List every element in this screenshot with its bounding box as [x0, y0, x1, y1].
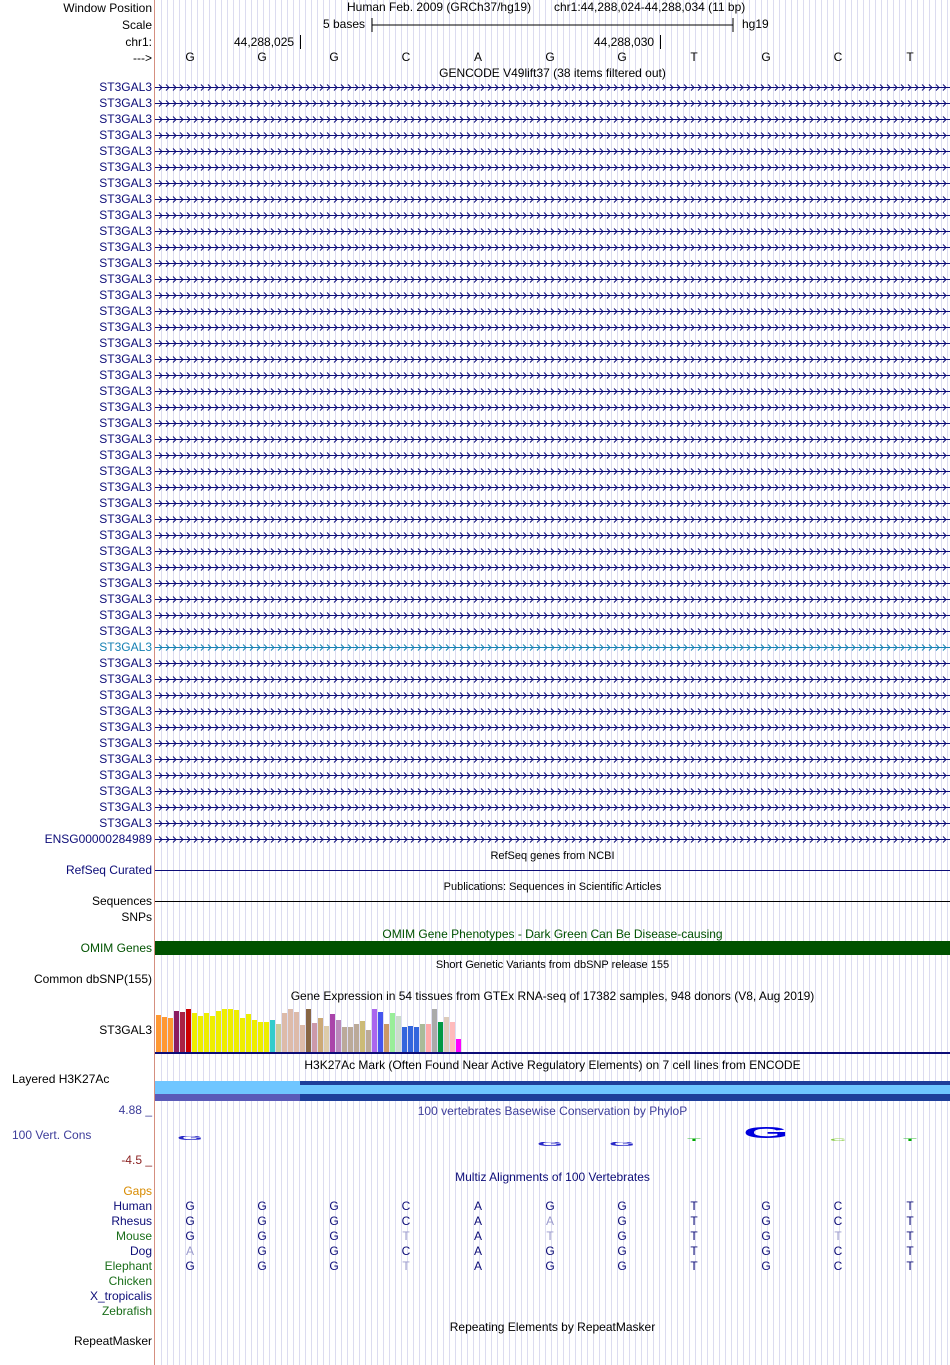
reference-base: C — [401, 50, 411, 64]
gene-label[interactable]: ST3GAL3 — [99, 400, 152, 414]
gtex-tissue-bar[interactable] — [204, 1013, 209, 1052]
transcript-track[interactable] — [155, 675, 950, 684]
gene-label[interactable]: ST3GAL3 — [99, 480, 152, 494]
gene-label[interactable]: ST3GAL3 — [99, 352, 152, 366]
gtex-tissue-bar[interactable] — [180, 1012, 185, 1052]
gtex-tissue-bar[interactable] — [372, 1009, 377, 1052]
aligned-base: A — [473, 1244, 482, 1258]
aligned-base: T — [906, 1229, 914, 1243]
gtex-tissue-bar[interactable] — [306, 1009, 311, 1052]
aligned-base: A — [473, 1259, 482, 1273]
gtex-tissue-bar[interactable] — [456, 1039, 461, 1052]
aligned-base: G — [329, 1214, 339, 1228]
aligned-base: G — [185, 1199, 195, 1213]
aligned-base: G — [617, 1214, 627, 1228]
gene-label[interactable]: ST3GAL3 — [99, 208, 152, 222]
reference-base: G — [257, 50, 267, 64]
aligned-base: A — [545, 1214, 554, 1228]
gtex-tissue-bar[interactable] — [240, 1018, 245, 1052]
transcript-track[interactable] — [155, 147, 950, 156]
gtex-tissue-bar[interactable] — [342, 1027, 347, 1052]
transcript-track[interactable] — [155, 99, 950, 108]
gtex-tissue-bar[interactable] — [288, 1009, 293, 1052]
gtex-tissue-bar[interactable] — [168, 1018, 173, 1052]
aligned-base: T — [546, 1229, 554, 1243]
transcript-track[interactable] — [155, 435, 950, 444]
gene-label[interactable]: ST3GAL3 — [99, 272, 152, 286]
gene-label[interactable]: ST3GAL3 — [99, 176, 152, 190]
snps-label[interactable]: SNPs — [121, 910, 152, 924]
chrom-label: chr1: — [125, 35, 152, 49]
transcript-track[interactable] — [155, 291, 950, 300]
phylop-base-glyph: G — [177, 1136, 203, 1142]
gene-label[interactable]: ST3GAL3 — [99, 816, 152, 830]
aligned-base: G — [761, 1214, 771, 1228]
gene-label[interactable]: ST3GAL3 — [99, 672, 152, 686]
transcript-track[interactable] — [155, 339, 950, 348]
aligned-base: C — [833, 1259, 843, 1273]
transcript-track[interactable] — [155, 835, 950, 844]
gtex-tissue-bar[interactable] — [396, 1016, 401, 1052]
transcript-track[interactable] — [155, 195, 950, 204]
phylop-base-glyph: G — [743, 1125, 789, 1142]
h3k27ac-title: H3K27Ac Mark (Often Found Near Active Regulatory Elements) on 7 cell lines from ENCODE — [304, 1058, 801, 1072]
transcript-track[interactable] — [155, 595, 950, 604]
transcript-track[interactable] — [155, 707, 950, 716]
phylop-base-glyph: G — [609, 1142, 635, 1148]
db-name: hg19 — [742, 17, 769, 31]
gtex-tissue-bar[interactable] — [378, 1012, 383, 1052]
gtex-tissue-bar[interactable] — [324, 1026, 329, 1052]
gtex-tissue-bar[interactable] — [330, 1014, 335, 1052]
transcript-track[interactable] — [155, 307, 950, 316]
transcript-track[interactable] — [155, 627, 950, 636]
species-label[interactable]: Human — [113, 1199, 152, 1213]
aligned-base: G — [185, 1229, 195, 1243]
aligned-base: T — [906, 1244, 914, 1258]
gtex-tissue-bar[interactable] — [252, 1020, 257, 1052]
reference-base: G — [329, 50, 339, 64]
gene-label[interactable]: ST3GAL3 — [99, 416, 152, 430]
transcript-track[interactable] — [155, 179, 950, 188]
gene-label[interactable]: ST3GAL3 — [99, 240, 152, 254]
phylop-base-glyph: T — [687, 1137, 701, 1142]
gtex-tissue-bar[interactable] — [192, 1013, 197, 1052]
gtex-tissue-bar[interactable] — [198, 1016, 203, 1052]
omim-feature-bar[interactable] — [155, 941, 950, 955]
gene-label[interactable]: ST3GAL3 — [99, 320, 152, 334]
transcript-track[interactable] — [155, 467, 950, 476]
gene-label[interactable]: ST3GAL3 — [99, 432, 152, 446]
gtex-tissue-bar[interactable] — [336, 1020, 341, 1052]
species-label[interactable]: Mouse — [115, 1229, 152, 1243]
gtex-tissue-bar[interactable] — [246, 1014, 251, 1052]
gtex-baseline — [155, 1052, 950, 1054]
gene-label[interactable]: ST3GAL3 — [99, 448, 152, 462]
gene-label[interactable]: ST3GAL3 — [99, 112, 152, 126]
species-label[interactable]: Rhesus — [111, 1214, 152, 1228]
transcript-track[interactable] — [155, 227, 950, 236]
transcript-track[interactable] — [155, 131, 950, 140]
gene-label[interactable]: ST3GAL3 — [99, 128, 152, 142]
gene-label[interactable]: ST3GAL3 — [99, 720, 152, 734]
gtex-tissue-bar[interactable] — [222, 1009, 227, 1052]
gtex-tissue-bar[interactable] — [300, 1025, 305, 1052]
aligned-base: G — [761, 1259, 771, 1273]
gtex-bar-chart[interactable] — [155, 1003, 950, 1052]
omim-label[interactable]: OMIM Genes — [80, 941, 152, 955]
transcript-track[interactable] — [155, 115, 950, 124]
aligned-base: G — [185, 1214, 195, 1228]
reference-base: G — [617, 50, 627, 64]
transcript-track[interactable] — [155, 771, 950, 780]
phylop-title: 100 vertebrates Basewise Conservation by PhyloP — [417, 1104, 688, 1118]
transcript-track[interactable] — [155, 803, 950, 812]
transcript-track[interactable] — [155, 163, 950, 172]
gtex-tissue-bar[interactable] — [450, 1022, 455, 1052]
coord-right-tick — [660, 35, 661, 49]
gene-label[interactable]: ST3GAL3 — [99, 608, 152, 622]
aligned-base: G — [257, 1259, 267, 1273]
gene-label[interactable]: ST3GAL3 — [99, 192, 152, 206]
gtex-tissue-bar[interactable] — [426, 1024, 431, 1052]
species-label[interactable]: Chicken — [108, 1274, 152, 1288]
transcript-track[interactable] — [155, 579, 950, 588]
h3k27ac-signal-dark[interactable] — [155, 1094, 950, 1101]
gene-label[interactable]: ST3GAL3 — [99, 656, 152, 670]
gtex-tissue-bar[interactable] — [312, 1023, 317, 1052]
reference-base: G — [545, 50, 555, 64]
transcript-track[interactable] — [155, 323, 950, 332]
gtex-tissue-bar[interactable] — [384, 1024, 389, 1052]
transcript-track[interactable] — [155, 243, 950, 252]
aligned-base: G — [761, 1244, 771, 1258]
gene-label[interactable]: ST3GAL3 — [99, 736, 152, 750]
coord-right: 44,288,030 — [594, 35, 655, 49]
phylop-base-glyph: G — [537, 1142, 563, 1148]
aligned-base: G — [329, 1229, 339, 1243]
transcript-track[interactable] — [155, 691, 950, 700]
gtex-tissue-bar[interactable] — [408, 1026, 413, 1052]
aligned-base: G — [329, 1244, 339, 1258]
reference-base: G — [185, 50, 195, 64]
dbsnp-label[interactable]: Common dbSNP(155) — [33, 972, 152, 986]
gene-label[interactable]: ST3GAL3 — [99, 368, 152, 382]
aligned-base: G — [761, 1199, 771, 1213]
reference-base: A — [473, 50, 482, 64]
phylop-ymax: 4.88 _ — [118, 1103, 152, 1117]
refseq-title: RefSeq genes from NCBI — [490, 850, 615, 862]
repeatmasker-title: Repeating Elements by RepeatMasker — [449, 1320, 656, 1334]
aligned-base: T — [834, 1229, 842, 1243]
gene-label[interactable]: ST3GAL3 — [99, 640, 152, 654]
transcript-track[interactable] — [155, 787, 950, 796]
aligned-base: G — [329, 1199, 339, 1213]
gene-label[interactable]: ST3GAL3 — [99, 768, 152, 782]
gtex-tissue-bar[interactable] — [318, 1018, 323, 1052]
aligned-base: T — [690, 1259, 698, 1273]
gtex-tissue-bar[interactable] — [264, 1022, 269, 1052]
transcript-track[interactable] — [155, 499, 950, 508]
phylop-ymin: -4.5 _ — [121, 1153, 152, 1167]
gene-label[interactable]: ST3GAL3 — [99, 256, 152, 270]
transcript-track[interactable] — [155, 563, 950, 572]
refseq-gene-line[interactable] — [155, 870, 950, 871]
dbsnp-title: Short Genetic Variants from dbSNP release 155 — [435, 959, 670, 971]
gene-label[interactable]: ST3GAL3 — [99, 576, 152, 590]
gtex-tissue-bar[interactable] — [162, 1017, 167, 1052]
refseq-label[interactable]: RefSeq Curated — [65, 863, 152, 877]
aligned-base: G — [617, 1229, 627, 1243]
transcript-track[interactable] — [155, 547, 950, 556]
aligned-base: A — [473, 1199, 482, 1213]
gtex-tissue-bar[interactable] — [270, 1020, 275, 1052]
gene-label[interactable]: ST3GAL3 — [99, 288, 152, 302]
aligned-base: C — [401, 1199, 411, 1213]
gene-label[interactable]: ST3GAL3 — [99, 704, 152, 718]
gtex-tissue-bar[interactable] — [390, 1013, 395, 1052]
gtex-tissue-bar[interactable] — [210, 1016, 215, 1052]
publications-label[interactable]: Sequences — [91, 894, 152, 908]
transcript-track[interactable] — [155, 531, 950, 540]
aligned-base: C — [401, 1214, 411, 1228]
aligned-base: G — [185, 1259, 195, 1273]
transcript-track[interactable] — [155, 275, 950, 284]
aligned-base: A — [473, 1214, 482, 1228]
publications-line[interactable] — [155, 901, 950, 902]
species-label[interactable]: Zebrafish — [101, 1304, 152, 1318]
publications-title: Publications: Sequences in Scientific Articles — [443, 881, 662, 893]
transcript-track[interactable] — [155, 387, 950, 396]
gene-label[interactable]: ST3GAL3 — [99, 304, 152, 318]
transcript-track[interactable] — [155, 419, 950, 428]
transcript-track[interactable] — [155, 451, 950, 460]
transcript-track[interactable] — [155, 483, 950, 492]
scale-text: 5 bases — [323, 17, 366, 31]
gtex-tissue-bar[interactable] — [234, 1010, 239, 1052]
gtex-tissue-bar[interactable] — [276, 1024, 281, 1052]
gene-label[interactable]: ENSG00000284989 — [44, 832, 152, 846]
aligned-base: C — [401, 1244, 411, 1258]
transcript-track[interactable] — [155, 371, 950, 380]
gtex-tissue-bar[interactable] — [444, 1017, 449, 1052]
aligned-base: G — [545, 1199, 555, 1213]
gtex-tissue-bar[interactable] — [360, 1021, 365, 1052]
aligned-base: T — [906, 1214, 914, 1228]
reference-base: T — [906, 50, 914, 64]
aligned-base: T — [402, 1229, 410, 1243]
gtex-tissue-bar[interactable] — [258, 1022, 263, 1052]
window-position-label: Window Position — [63, 1, 152, 15]
gene-label[interactable]: ST3GAL3 — [99, 624, 152, 638]
aligned-base: G — [257, 1199, 267, 1213]
gtex-tissue-bar[interactable] — [156, 1015, 161, 1052]
track-data-area[interactable] — [155, 0, 950, 1365]
gene-label[interactable]: ST3GAL3 — [99, 800, 152, 814]
gene-label[interactable]: ST3GAL3 — [99, 560, 152, 574]
gene-label[interactable]: ST3GAL3 — [99, 96, 152, 110]
gtex-tissue-bar[interactable] — [186, 1009, 191, 1052]
gtex-title: Gene Expression in 54 tissues from GTEx RNA-seq of 17382 samples, 948 donors (V8, Aug 2019) — [290, 989, 815, 1003]
aligned-base: G — [329, 1259, 339, 1273]
gene-label[interactable]: ST3GAL3 — [99, 80, 152, 94]
phylop-base-glyph: C — [830, 1137, 846, 1142]
transcript-track[interactable] — [155, 611, 950, 620]
gtex-tissue-bar[interactable] — [420, 1024, 425, 1052]
gtex-tissue-bar[interactable] — [402, 1027, 407, 1052]
conservation-label[interactable]: 100 Vert. Cons — [12, 1128, 92, 1142]
aligned-base: T — [690, 1199, 698, 1213]
transcript-track[interactable] — [155, 83, 950, 92]
h3k27ac-signal-top[interactable] — [300, 1081, 950, 1085]
gtex-tissue-bar[interactable] — [348, 1027, 353, 1052]
scale-label: Scale — [121, 18, 152, 32]
aligned-base: G — [617, 1199, 627, 1213]
aligned-base: G — [617, 1244, 627, 1258]
assembly-title: Human Feb. 2009 (GRCh37/hg19) — [347, 0, 532, 14]
aligned-base: A — [185, 1244, 194, 1258]
gtex-tissue-bar[interactable] — [228, 1009, 233, 1052]
aligned-base: G — [545, 1259, 555, 1273]
transcript-track[interactable] — [155, 755, 950, 764]
gtex-tissue-bar[interactable] — [282, 1013, 287, 1052]
transcript-track[interactable] — [155, 643, 950, 652]
gene-label[interactable]: ST3GAL3 — [99, 512, 152, 526]
gtex-tissue-bar[interactable] — [294, 1012, 299, 1052]
transcript-track[interactable] — [155, 403, 950, 412]
gene-label[interactable]: ST3GAL3 — [99, 544, 152, 558]
h3k27ac-label[interactable]: Layered H3K27Ac — [12, 1072, 110, 1086]
gencode-title: GENCODE V49lift37 (38 items filtered out) — [439, 66, 666, 80]
gtex-tissue-bar[interactable] — [432, 1009, 437, 1052]
gene-label[interactable]: ST3GAL3 — [99, 496, 152, 510]
gene-label[interactable]: ST3GAL3 — [99, 384, 152, 398]
aligned-base: T — [906, 1259, 914, 1273]
gtex-label[interactable]: ST3GAL3 — [99, 1023, 152, 1037]
transcript-track[interactable] — [155, 259, 950, 268]
transcript-track[interactable] — [155, 659, 950, 668]
gene-label[interactable]: ST3GAL3 — [99, 160, 152, 174]
gtex-tissue-bar[interactable] — [414, 1027, 419, 1052]
reference-base: C — [833, 50, 843, 64]
aligned-base: G — [257, 1229, 267, 1243]
reference-base: G — [761, 50, 771, 64]
gtex-tissue-bar[interactable] — [438, 1022, 443, 1052]
multiz-title: Multiz Alignments of 100 Vertebrates — [455, 1170, 650, 1184]
aligned-base: T — [402, 1259, 410, 1273]
gaps-label[interactable]: Gaps — [123, 1184, 152, 1198]
gene-label[interactable]: ST3GAL3 — [99, 592, 152, 606]
strand-arrow-label[interactable]: ---> — [133, 51, 152, 65]
phylop-base-glyph: T — [903, 1137, 917, 1142]
aligned-base: G — [257, 1214, 267, 1228]
aligned-base: G — [761, 1229, 771, 1243]
species-label[interactable]: X_tropicalis — [89, 1289, 152, 1303]
gene-label[interactable]: ST3GAL3 — [99, 224, 152, 238]
track-labels-column — [0, 0, 155, 1365]
gene-label[interactable]: ST3GAL3 — [99, 464, 152, 478]
aligned-base: C — [833, 1199, 843, 1213]
reference-base: T — [690, 50, 698, 64]
coord-left: 44,288,025 — [234, 35, 295, 49]
scale-bar — [371, 17, 736, 33]
aligned-base: G — [545, 1244, 555, 1258]
gene-label[interactable]: ST3GAL3 — [99, 752, 152, 766]
aligned-base: T — [906, 1199, 914, 1213]
transcript-track[interactable] — [155, 515, 950, 524]
transcript-track[interactable] — [155, 739, 950, 748]
species-label[interactable]: Dog — [129, 1244, 152, 1258]
gtex-tissue-bar[interactable] — [174, 1011, 179, 1052]
aligned-base: A — [473, 1229, 482, 1243]
aligned-base: C — [833, 1214, 843, 1228]
aligned-base: T — [690, 1214, 698, 1228]
coord-left-tick — [300, 35, 301, 49]
gtex-tissue-bar[interactable] — [354, 1024, 359, 1052]
gtex-tissue-bar[interactable] — [216, 1011, 221, 1052]
repeatmasker-label[interactable]: RepeatMasker — [73, 1334, 152, 1348]
gene-label[interactable]: ST3GAL3 — [99, 784, 152, 798]
species-label[interactable]: Elephant — [104, 1259, 152, 1273]
gene-label[interactable]: ST3GAL3 — [99, 528, 152, 542]
gene-label[interactable]: ST3GAL3 — [99, 336, 152, 350]
aligned-base: G — [617, 1259, 627, 1273]
omim-title: OMIM Gene Phenotypes - Dark Green Can Be Disease-causing — [382, 927, 723, 941]
position-readout: chr1:44,288,024-44,288,034 (11 bp) — [554, 0, 746, 14]
aligned-base: G — [257, 1244, 267, 1258]
aligned-base: C — [833, 1244, 843, 1258]
transcript-track[interactable] — [155, 723, 950, 732]
aligned-base: T — [690, 1244, 698, 1258]
aligned-base: T — [690, 1229, 698, 1243]
gtex-tissue-bar[interactable] — [366, 1030, 371, 1052]
gene-label[interactable]: ST3GAL3 — [99, 688, 152, 702]
gene-label[interactable]: ST3GAL3 — [99, 144, 152, 158]
transcript-track[interactable] — [155, 355, 950, 364]
transcript-track[interactable] — [155, 819, 950, 828]
transcript-track[interactable] — [155, 211, 950, 220]
